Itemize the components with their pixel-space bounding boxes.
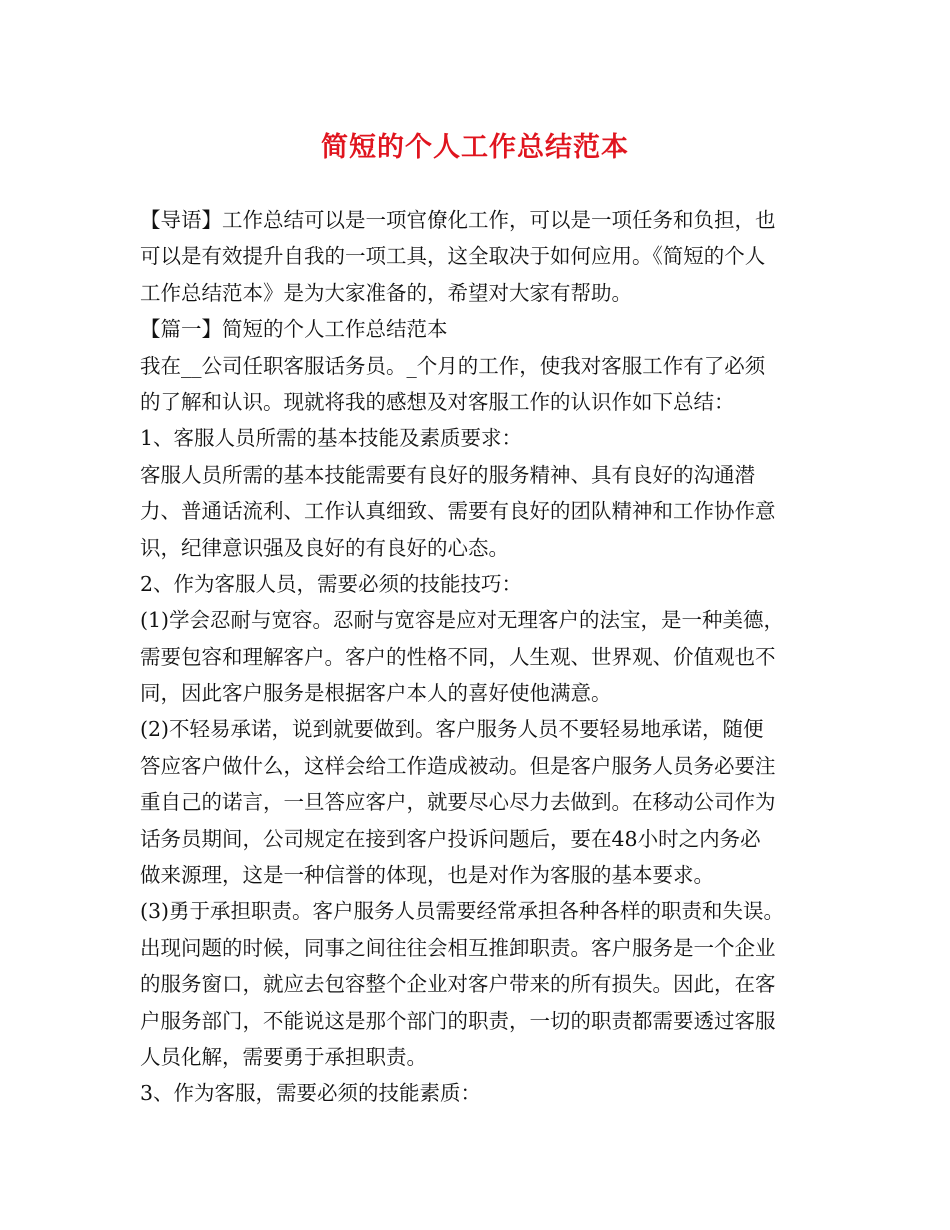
body-line: 人员化解，需要勇于承担职责。 [140,1044,427,1069]
body-line: 户服务部门，不能说这是那个部门的职责，一切的职责都需要透过客服 [140,1008,776,1033]
body-line: (1)学会忍耐与宽容。忍耐与宽容是应对无理客户的法宝，是一种美德， [140,608,785,633]
body-line: 重自己的诺言，一旦答应客户，就要尽心尽力去做到。在移动公司作为 [140,790,776,815]
body-line: 力、普通话流利、工作认真细致、需要有良好的团队精神和工作协作意 [140,499,776,524]
body-line: 答应客户做什么，这样会给工作造成被动。但是客户服务人员务必要注 [140,753,776,778]
body-line: 话务员期间，公司规定在接到客户投诉问题后，要在48小时之内务必 [140,826,761,851]
list-heading: 3、作为客服，需要必须的技能素质： [140,1081,482,1106]
body-line: 工作总结范本》是为大家准备的，希望对大家有帮助。 [140,280,632,305]
body-line: 我在__公司任职客服话务员。_个月的工作，使我对客服工作有了必须 [140,353,766,378]
body-line: (3)勇于承担职责。客户服务人员需要经常承担各种各样的职责和失误。 [140,899,785,924]
body-line: 识，纪律意识强及良好的有良好的心态。 [140,535,509,560]
body-line: 的了解和认识。现就将我的感想及对客服工作的认识作如下总结： [140,389,735,414]
body-line: 【导语】工作总结可以是一项官僚化工作，可以是一项任务和负担，也 [140,208,776,232]
body-line: 的服务窗口，就应去包容整个企业对客户带来的所有损失。因此，在客 [140,972,776,997]
body-line: 需要包容和理解客户。客户的性格不同，人生观、世界观、价值观也不 [140,644,776,669]
body-line: 做来源理，这是一种信誉的体现，也是对作为客服的基本要求。 [140,863,714,888]
body-line: 出现问题的时候，同事之间往往会相互推卸职责。客户服务是一个企业 [140,935,776,960]
body-line: (2)不轻易承诺，说到就要做到。客户服务人员不要轻易地承诺，随便 [140,717,764,742]
body-line: 客服人员所需的基本技能需要有良好的服务精神、具有良好的沟通潜 [140,462,755,487]
list-heading: 1、客服人员所需的基本技能及素质要求： [140,426,523,451]
document-title: 简短的个人工作总结范本 [321,132,629,163]
body-line: 同，因此客户服务是根据客户本人的喜好使他满意。 [140,681,612,706]
section-heading: 【篇一】简短的个人工作总结范本 [140,317,448,342]
list-heading: 2、作为客服人员，需要必须的技能技巧： [140,571,523,596]
body-line: 可以是有效提升自我的一项工具，这全取决于如何应用。《简短的个人 [140,244,766,269]
document-body [140,202,820,1112]
